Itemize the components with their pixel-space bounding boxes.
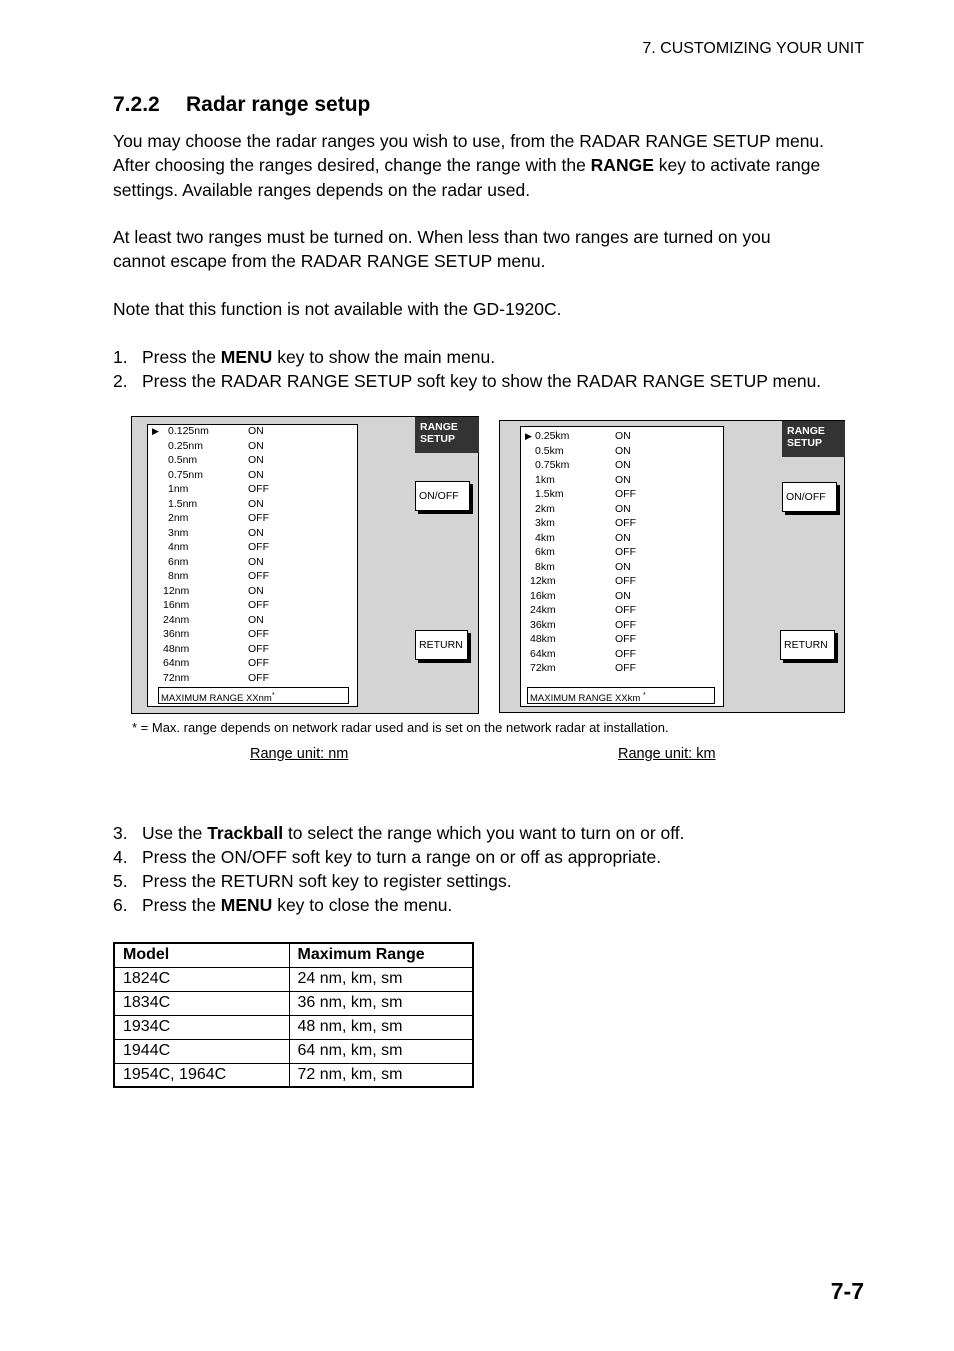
range-value: 48km: [530, 633, 556, 645]
range-state: OFF: [248, 483, 269, 495]
range-state: OFF: [248, 541, 269, 553]
range-state: OFF: [615, 662, 636, 674]
range-value: 0.125nm: [168, 425, 209, 437]
range-state: OFF: [615, 618, 636, 631]
range-value: 12km: [530, 575, 556, 587]
intro-line: You may choose the radar ranges you wish to use, from the RADAR RANGE SETUP menu.: [113, 131, 825, 151]
intro-line: settings. Available ranges depends on the radar used.: [113, 179, 531, 200]
range-state: OFF: [248, 671, 269, 684]
max-range-field: MAXIMUM RANGE XXkm *: [527, 687, 715, 704]
model-cell: 1954C, 1964C: [114, 1063, 289, 1087]
step-3: 3. Use the Trackball to select the range which you want to turn on or off.: [113, 823, 685, 843]
range-state: ON: [615, 459, 631, 471]
step-2: 2. Press the RADAR RANGE SETUP soft key to show the RADAR RANGE SETUP menu.: [113, 371, 822, 391]
range-value: 72nm: [163, 671, 190, 684]
step-4: 4. Press the ON/OFF soft key to turn a range on or off as appropriate.: [113, 847, 662, 867]
max-range-field: MAXIMUM RANGE XXnm*: [158, 687, 349, 704]
intro-line: cannot escape from the RADAR RANGE SETUP menu.: [113, 251, 546, 272]
on-off-soft-key[interactable]: ON/OFF: [782, 482, 837, 512]
range-state: OFF: [615, 633, 636, 645]
intro-paragraph-3: Note that this function is not available with the GD-1920C.: [113, 299, 562, 319]
range-cell: 72 nm, km, sm: [289, 1063, 473, 1087]
range-value: 1.5km: [535, 488, 564, 500]
range-state: ON: [248, 425, 264, 437]
range-state: ON: [615, 444, 631, 457]
range-value: 16km: [530, 589, 556, 602]
range-value: 0.25nm: [168, 439, 204, 452]
range-state: OFF: [615, 488, 636, 500]
range-value: 8km: [535, 560, 555, 573]
step-1: 1. Press the MENU key to show the main menu.: [113, 347, 496, 367]
range-cell: 36 nm, km, sm: [289, 991, 473, 1015]
range-value: 2km: [535, 502, 555, 515]
range-state: OFF: [248, 599, 269, 611]
radar-range-screen-nm: [131, 416, 479, 714]
column-header: Maximum Range: [289, 943, 473, 967]
range-value: 12nm: [163, 584, 190, 597]
range-state: OFF: [248, 642, 269, 655]
range-state: OFF: [615, 517, 636, 529]
table-row: [114, 1063, 473, 1087]
range-value: 1km: [535, 473, 555, 486]
range-value: 0.75km: [535, 459, 570, 471]
model-cell: 1834C: [114, 991, 289, 1015]
model-cell: 1934C: [114, 1015, 289, 1039]
caption-nm: Range unit: nm: [250, 746, 349, 762]
range-state: OFF: [615, 575, 636, 587]
step-6: 6. Press the MENU key to close the menu.: [113, 895, 453, 915]
range-list-km: [520, 426, 724, 707]
intro-paragraph-1: [113, 129, 883, 202]
range-value: 0.5km: [535, 444, 564, 457]
range-state: ON: [615, 502, 631, 515]
range-key-name: RANGE: [590, 155, 654, 176]
running-header: 7. CUSTOMIZING YOUR UNIT: [642, 40, 864, 57]
range-value: 48nm: [163, 642, 190, 655]
range-state: ON: [248, 454, 264, 466]
cursor-arrow-icon: ▶: [152, 426, 159, 436]
table-header-row: [114, 943, 473, 967]
range-state: OFF: [615, 546, 636, 558]
range-setup-title-key: RANGE SETUP: [782, 421, 845, 457]
range-value: 6km: [535, 546, 555, 558]
footnote: * = Max. range depends on network radar used and is set on the network radar at installation.: [132, 720, 669, 735]
max-range-table: [113, 942, 474, 1088]
section-heading: [113, 93, 370, 117]
table-row: [114, 967, 473, 991]
range-value: 3km: [535, 517, 555, 529]
range-value: 2nm: [168, 512, 189, 524]
range-state: ON: [248, 497, 264, 510]
on-off-soft-key[interactable]: ON/OFF: [415, 481, 470, 511]
range-value: 0.75nm: [168, 468, 204, 481]
range-state: OFF: [248, 628, 269, 640]
range-state: ON: [615, 473, 631, 486]
intro-paragraph-2: [113, 225, 883, 274]
range-state: OFF: [615, 604, 636, 616]
cursor-arrow-icon: ▶: [525, 431, 532, 441]
range-value: 36nm: [163, 628, 190, 640]
range-value: 64km: [530, 647, 556, 660]
table-row: [114, 1015, 473, 1039]
range-state: OFF: [248, 657, 269, 669]
range-value: 0.25km: [535, 430, 570, 442]
return-soft-key[interactable]: RETURN: [780, 630, 835, 660]
range-setup-title-key: RANGE SETUP: [415, 417, 479, 453]
range-state: ON: [615, 531, 631, 544]
range-value: 72km: [530, 662, 556, 674]
caption-km: Range unit: km: [618, 746, 716, 762]
range-value: 6nm: [168, 555, 189, 568]
step-5: 5. Press the RETURN soft key to register settings.: [113, 871, 512, 891]
range-state: OFF: [248, 512, 269, 524]
range-state: OFF: [248, 570, 269, 582]
range-state: ON: [248, 584, 264, 597]
model-cell: 1944C: [114, 1039, 289, 1063]
range-value: 64nm: [163, 657, 190, 669]
range-state: ON: [248, 555, 264, 568]
range-value: 36km: [530, 618, 556, 631]
range-value: 8nm: [168, 570, 189, 582]
range-cell: 48 nm, km, sm: [289, 1015, 473, 1039]
range-value: 16nm: [163, 599, 190, 611]
table-row: [114, 1039, 473, 1063]
range-list-nm: [147, 424, 358, 707]
intro-line: At least two ranges must be turned on. When less than two ranges are turned on you: [113, 227, 771, 247]
radar-range-screen-km: [499, 420, 845, 713]
range-cell: 24 nm, km, sm: [289, 967, 473, 991]
range-state: ON: [615, 589, 631, 602]
model-cell: 1824C: [114, 967, 289, 991]
range-value: 4nm: [168, 541, 189, 553]
range-value: 24nm: [163, 613, 190, 626]
range-value: 1.5nm: [168, 497, 198, 510]
range-cell: 64 nm, km, sm: [289, 1039, 473, 1063]
range-state: ON: [615, 430, 631, 442]
range-state: ON: [615, 560, 631, 573]
range-value: 3nm: [168, 526, 189, 539]
range-value: 1nm: [168, 483, 189, 495]
section-title: Radar range setup: [186, 93, 371, 116]
return-soft-key[interactable]: RETURN: [415, 630, 468, 660]
column-header: Model: [114, 943, 289, 967]
range-state: ON: [248, 468, 264, 481]
intro-line: After choosing the ranges desired, change the range with the RANGE key to activate range: [113, 155, 821, 176]
table-row: [114, 991, 473, 1015]
range-state: OFF: [615, 647, 636, 660]
range-value: 4km: [535, 531, 555, 544]
page-number: 7-7: [830, 1278, 864, 1304]
range-state: ON: [248, 439, 264, 452]
range-value: 24km: [530, 604, 556, 616]
range-state: ON: [248, 526, 264, 539]
section-number: 7.2.2: [113, 93, 160, 116]
range-state: ON: [248, 613, 264, 626]
range-value: 0.5nm: [168, 454, 198, 466]
